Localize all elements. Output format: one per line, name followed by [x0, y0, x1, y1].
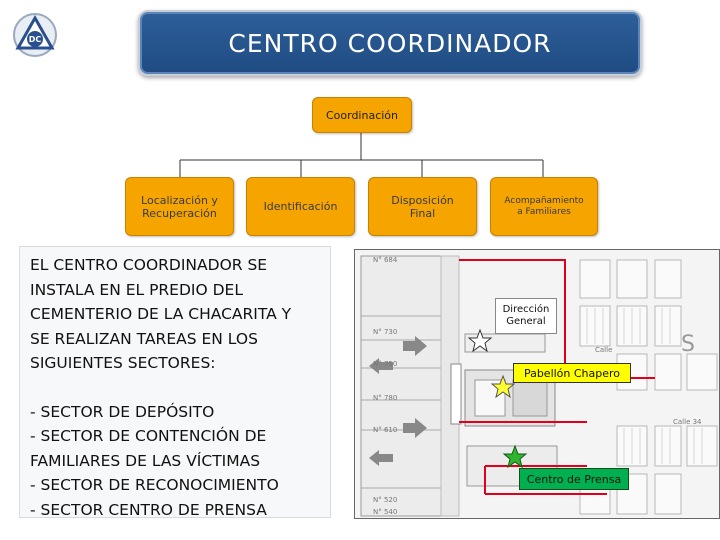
callout-pabellon-chapero	[513, 363, 631, 383]
org-node-disposicion	[368, 177, 477, 236]
description-line: SE REALIZAN TAREAS EN LOS	[30, 329, 258, 348]
sector-item: FAMILIARES DE LAS VÍCTIMAS	[30, 451, 261, 470]
callout-label: Centro de Prensa	[526, 472, 622, 486]
callout-direccion-general	[495, 298, 557, 334]
map-label: Calle	[595, 346, 613, 354]
map-label: S	[681, 332, 695, 357]
map-label: Calle 34	[673, 418, 702, 426]
sector-item: - SECTOR CENTRO DE PRENSA	[30, 500, 267, 519]
sector-item: - SECTOR DE CONTENCIÓN DE	[30, 427, 267, 445]
description-line: SIGUIENTES SECTORES:	[30, 354, 216, 372]
description-line: INSTALA EN EL PREDIO DEL	[30, 280, 243, 299]
org-node-label: Disposición Final	[391, 193, 454, 220]
map-label: N° 684	[373, 256, 398, 264]
sector-item: - SECTOR DE RECONOCIMIENTO	[30, 476, 279, 494]
org-node-localizacion	[125, 177, 234, 236]
callout-centro-de-prensa	[519, 468, 629, 490]
org-node-coordinacion	[312, 97, 412, 133]
callout-label: Pabellón Chapero	[523, 366, 621, 380]
description-line: EL CENTRO COORDINADOR SE	[30, 256, 268, 274]
sector-item: - SECTOR DE DEPÓSITO	[30, 402, 215, 421]
org-node-acompanamiento	[490, 177, 598, 236]
map-label: N° 610	[373, 426, 398, 434]
org-node-label: Localización y Recuperación	[141, 193, 218, 220]
description-panel	[19, 246, 331, 518]
org-node-label: Acompañamiento a Familiares	[504, 195, 584, 217]
org-node-identificacion	[246, 177, 355, 236]
map-label: N° 540	[373, 508, 398, 516]
logo-text: DC	[28, 35, 42, 44]
map-label: N° 750	[373, 360, 398, 368]
map-label: N° 730	[373, 328, 398, 336]
map-label: N° 520	[373, 496, 398, 504]
callout-label: Dirección General	[502, 304, 550, 327]
page-title: CENTRO COORDINADOR	[228, 28, 552, 58]
org-node-label: Coordinación	[325, 108, 399, 122]
org-node-label: Identificación	[263, 200, 338, 213]
description-line: CEMENTERIO DE LA CHACARITA Y	[30, 305, 292, 323]
map-label: N° 780	[373, 394, 398, 402]
site-map	[354, 249, 720, 519]
